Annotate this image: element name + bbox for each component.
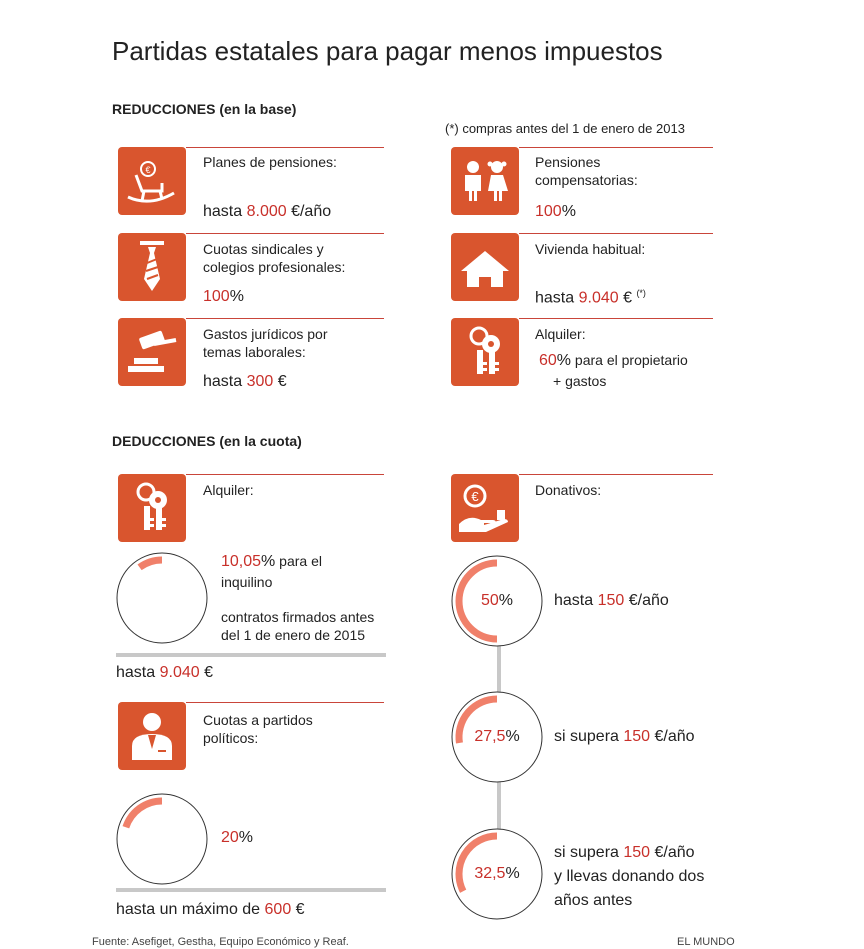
item-detail: + gastos	[553, 373, 607, 389]
deduction-value: 27,5%	[474, 728, 520, 745]
item-label: Cuotas a partidos políticos:	[203, 712, 313, 746]
donation-hand-icon	[451, 474, 519, 542]
percent-ring	[116, 552, 208, 644]
deducciones-heading: DEDUCCIONES (en la cuota)	[112, 433, 302, 449]
brand-logo: EL MUNDO	[677, 936, 735, 948]
deduction-limit: hasta un máximo de 600 €	[116, 901, 305, 918]
item-label: Pensiones compensatorias:	[535, 154, 638, 188]
deduction-text: inquilino	[221, 574, 273, 590]
tier-text: si supera 150 €/año	[554, 844, 695, 861]
item-label: Vivienda habitual:	[535, 241, 646, 257]
page-title: Partidas estatales para pagar menos impuestos	[112, 36, 663, 66]
source-note: Fuente: Asefiget, Gestha, Equipo Económico y Reaf.	[92, 936, 349, 948]
divider	[519, 233, 713, 234]
item-label: Cuotas sindicales y colegios profesionales:	[203, 241, 346, 275]
house-icon	[451, 233, 519, 301]
divider	[186, 702, 384, 703]
item-label: Planes de pensiones:	[203, 154, 337, 170]
children-icon	[451, 147, 519, 215]
politician-icon	[118, 702, 186, 770]
tier-text: hasta 150 €/año	[554, 592, 669, 609]
divider	[116, 888, 386, 892]
item-value: 100%	[203, 288, 244, 305]
svg-text:€: €	[145, 165, 151, 175]
percent-ring	[116, 793, 208, 885]
item-label: Donativos:	[535, 482, 602, 498]
item-label: Alquiler:	[535, 326, 586, 342]
gavel-icon	[118, 318, 186, 386]
tier-text: si supera 150 €/año	[554, 728, 695, 745]
deduction-value: 50%	[480, 592, 514, 609]
item-value: hasta 9.040 € (*)	[535, 288, 646, 307]
divider	[186, 233, 384, 234]
divider	[519, 318, 713, 319]
tier-text: y llevas donando dos	[554, 868, 705, 885]
reducciones-note: (*) compras antes del 1 de enero de 2013	[445, 121, 685, 136]
reducciones-heading: REDUCCIONES (en la base)	[112, 101, 297, 117]
deduction-value: 20%	[221, 829, 254, 846]
divider	[519, 474, 713, 475]
deduction-text: contratos firmados antes	[221, 609, 375, 625]
item-label: Alquiler:	[203, 482, 254, 498]
divider	[186, 318, 384, 319]
divider	[116, 653, 386, 657]
divider	[186, 474, 384, 475]
svg-text:€: €	[471, 489, 479, 504]
divider	[519, 147, 713, 148]
item-value: 60% para el propietario	[539, 352, 688, 369]
keys-icon	[451, 318, 519, 386]
tie-icon	[118, 233, 186, 301]
item-value: hasta 300 €	[203, 373, 287, 390]
deduction-limit: hasta 9.040 €	[116, 664, 213, 681]
tier-text: años antes	[554, 892, 633, 909]
deduction-value: 32,5%	[474, 865, 520, 882]
keys-icon	[118, 474, 186, 542]
rocking-chair-icon	[118, 147, 186, 215]
divider	[186, 147, 384, 148]
deduction-value: 10,05% para el	[221, 553, 322, 570]
item-label: Gastos jurídicos por temas laborales:	[203, 326, 328, 360]
deduction-text: del 1 de enero de 2015	[221, 627, 366, 643]
item-value: hasta 8.000 €/año	[203, 203, 332, 220]
item-value: 100%	[535, 203, 576, 220]
